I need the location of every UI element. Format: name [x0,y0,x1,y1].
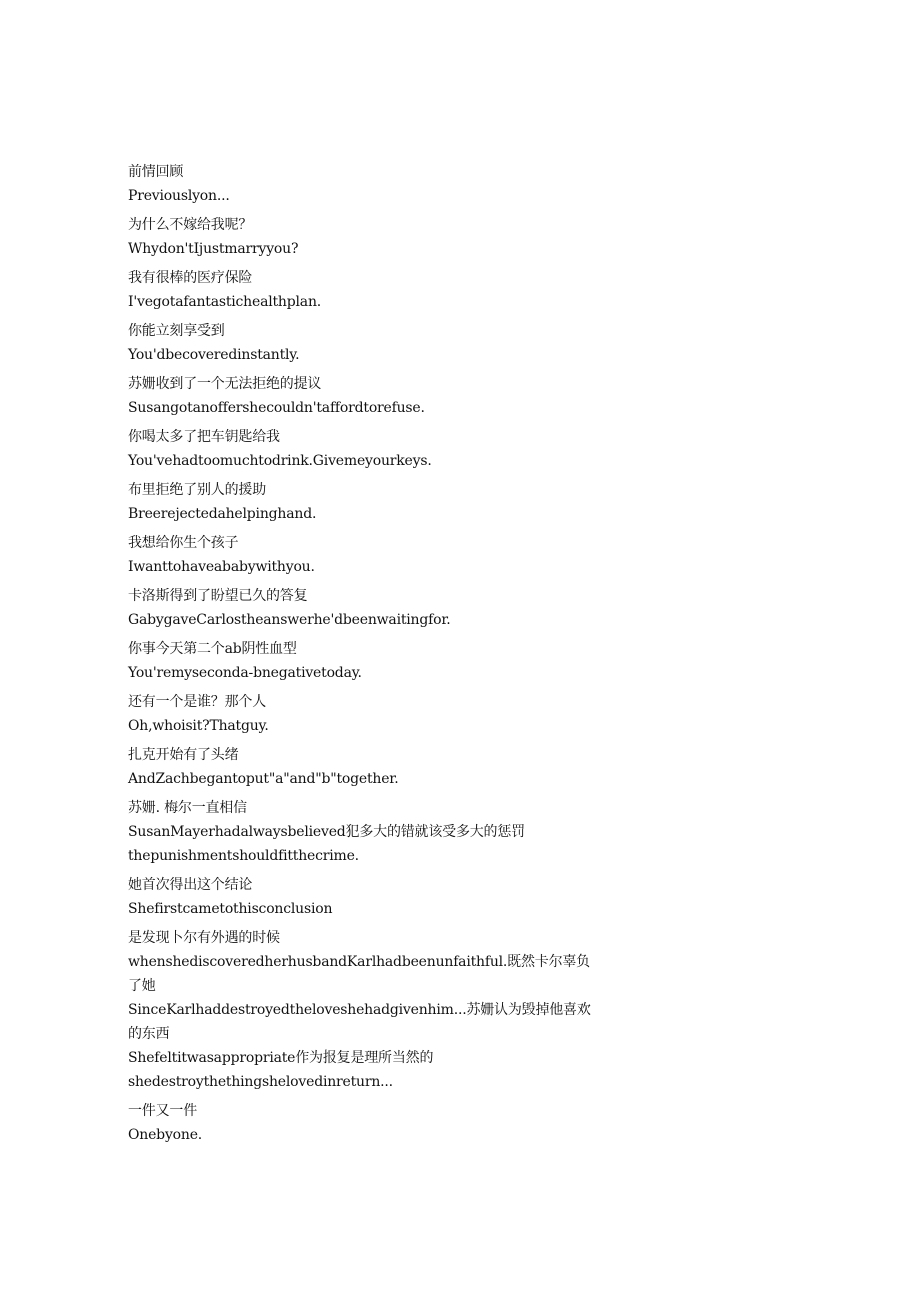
chinese-subtitle-line: 苏姗. 梅尔一直相信 [128,800,247,816]
english-subtitle-line: SinceKarlhaddestroyedtheloveshehadgivenhim...苏姗认为毁掉他喜欢的东西 [128,1002,591,1042]
english-subtitle-line: Shefirstcametothisconclusion [128,901,333,917]
chinese-subtitle-line: 苏姗收到了一个无法拒绝的提议 [128,376,322,392]
english-subtitle-line: Shefeltitwasappropriate作为报复是理所当然的 [128,1050,434,1066]
english-subtitle-line: You'vehadtoomuchtodrink.Givemeyourkeys. [128,453,432,469]
english-subtitle-line: Breerejectedahelpinghand. [128,506,317,522]
english-subtitle-line: GabygaveCarlostheanswerhe'dbeenwaitingfor. [128,612,451,628]
english-subtitle-line: Oh,whoisit?Thatguy. [128,718,269,734]
english-subtitle-line: Previouslyon... [128,188,230,204]
english-subtitle-line: AndZachbegantoput"a"and"b"together. [128,771,399,787]
chinese-subtitle-line: 扎克开始有了头绪 [128,747,239,763]
chinese-subtitle-line: 我想给你生个孩子 [128,535,239,551]
english-subtitle-line: Whydon'tIjustmarryyou? [128,241,299,257]
english-subtitle-line: I'vegotafantastichealthplan. [128,294,322,310]
english-subtitle-line: You'remyseconda-bnegativetoday. [128,665,362,681]
english-subtitle-line: thepunishmentshouldfitthecrime. [128,848,359,864]
chinese-subtitle-line: 是发现卜尔有外遇的时候 [128,930,280,946]
english-subtitle-line: You'dbecoveredinstantly. [128,347,300,363]
english-subtitle-line: whenshediscoveredherhusbandKarlhadbeenunfaithful.既然卡尔辜负了她 [128,954,590,994]
english-subtitle-line: Susangotanoffershecouldn'taffordtorefuse. [128,400,425,416]
english-subtitle-line: shedestroythethingshelovedinreturn... [128,1074,393,1090]
chinese-subtitle-line: 卡洛斯得到了盼望已久的答复 [128,588,308,604]
subtitle-transcript [128,160,598,1147]
chinese-subtitle-line: 前情回顾 [128,164,184,180]
chinese-subtitle-line: 为什么不嫁给我呢？ [128,217,253,233]
chinese-subtitle-line: 她首次得出这个结论 [128,877,253,893]
english-subtitle-line: SusanMayerhadalwaysbelieved犯多大的错就该受多大的惩罚 [128,824,525,840]
chinese-subtitle-line: 布里拒绝了别人的援助 [128,482,266,498]
english-subtitle-line: Onebyone. [128,1127,203,1143]
chinese-subtitle-line: 你能立刻享受到 [128,323,225,339]
chinese-subtitle-line: 你事今天第二个ab阴性血型 [128,641,297,657]
chinese-subtitle-line: 还有一个是谁？那个人 [128,694,266,710]
chinese-subtitle-line: 我有很棒的医疗保险 [128,270,253,286]
english-subtitle-line: Iwanttohaveababywithyou. [128,559,315,575]
chinese-subtitle-line: 一件又一件 [128,1103,197,1119]
chinese-subtitle-line: 你喝太多了把车钥匙给我 [128,429,280,445]
